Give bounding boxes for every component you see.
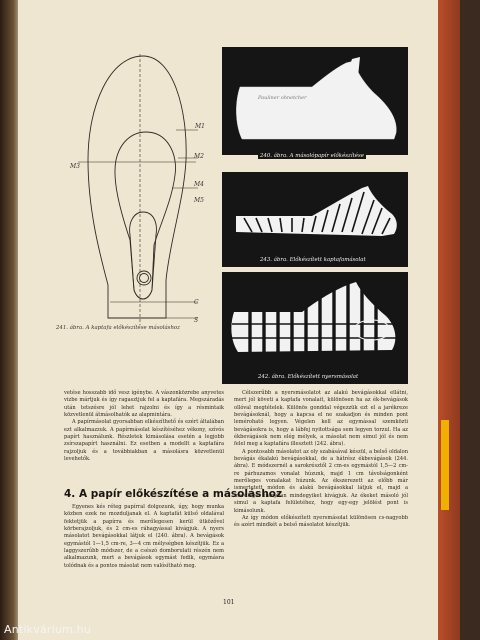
left-paragraph-1: vetése hosszabb idő vesz igénybe. A vászonközrebe anyvetes vizbe mártjuk és így ragasztjuk fel a kaptafára. Megszáradás után tetszésre jól lehet rajzolni és így a résmintaik közvetlenül átmásolhatók az alapmintára. xyxy=(64,390,224,419)
shoe-paper-shape xyxy=(222,47,408,155)
left-paragraph-2: A papírmásolat gyorsabban elkészíthető és ezért általában ezt alkalmazzuk. A papírmásolat készítéséhez vékony, szívós papírt használunk. Részletek kimásolása esetén a legjobb zsírszapapírt használni. Ez esetben a modellt a kaptafára rajzoljuk és a továbbiakban a másolásra közvetlenül levehetők. xyxy=(64,419,224,463)
label-m5: M5 xyxy=(194,197,204,204)
page-edge-band xyxy=(438,0,460,640)
raw-copy-photo xyxy=(222,272,408,384)
section-heading: 4. A papír előkészítése a másoláshoz xyxy=(64,488,283,500)
label-m4: M4 xyxy=(194,181,204,188)
label-m2: M2 xyxy=(194,153,204,160)
last-copy-photo xyxy=(222,172,408,267)
paper-prep-photo xyxy=(222,47,408,155)
label-m3: M3 xyxy=(70,163,80,170)
shoe-paper-handwriting: Pauliner ohnetcher xyxy=(258,95,307,101)
right-column-text xyxy=(234,390,408,530)
page-number: 101 xyxy=(223,599,235,606)
label-s: S xyxy=(194,317,199,324)
left-paragraph-3: Egyenes kés réteg papírral dolgozunk, úgy, hogy munka közben ezek ne mozduljanak el. A kaptafát külső oldalával fektetjük a papírra és merőlegesen kerül ütközővel körberajzoljuk, és 2 cm-es ráhagyással kivágjuk. A nyers másolatot bevágásokkal látjuk el (240. ábra). A bevágások egymástól 1—1,5 cm-re, 3—4 cm mélységben készítjük. Ez a laggyszerűbb módszer, de a csészó domborulati részén nem alkalmazunk, mert a bevágások egymást fedik, egymásra tolódnak és a pontos másolat nem valósítható meg. xyxy=(64,504,224,569)
right-paragraph-2: A pontosabb másolatot az oly szabásával készül, a belső oldalon bevágás ékalakú bevágásokkal, de a hátrész ékbevágások (244. ábra). E módszernél a sarokrésztől 2 cm-es egymástól 1,5—2 cm-re párhuzamos vonalat húzunk, majd 1 cm távolságonként merőleges vonalakat húzunk. Az ékszerezett az előbb már ismertetett módon és alakú bevágásokkal látjuk el, majd a merőleges irányban mindegyiket kivágjuk. Az ékeket másoló jól simul a kaptafa felületéhez, hogy egy-egy jelölést pont is kimásolunk. xyxy=(234,448,408,514)
slit-paper-copy xyxy=(222,172,408,267)
watermark: Antikvárium.hu xyxy=(4,623,91,636)
last-drawing-figure xyxy=(48,50,233,330)
right-paragraph-1: Célszerűbb a nyersmásolatot az alakú bevágásokkal ellátni, mert jól követi a kaptafa vonalait, különösen ha az ék-bevágások ollóval megtételek. Különös gonddal végezzük ezt el a jarékreze bevágásoknál, hogy a kapcsa el ne szakadjon és minden pont leméroható legyen. Végelen kell az egymással szemközti bevágásokra is, hogy a lábfej nyitottsága sem legyen torzul. Ha az ékbevágások nem elég mélyek, a másolat nem simul jól és nem felel meg a kaptafára illesztett (242. ábra). xyxy=(234,390,408,448)
figure-241-caption: 241. ábra. A kaptafa előkészítése másoláshoz xyxy=(56,325,181,331)
right-paragraph-3: Az így módon előkészített nyersmásolat különösen cs-nagyobb és azért mindkét a belső másolatot készítjük. xyxy=(234,514,408,529)
figure-240-caption: 240. ábra. A másolópapír előkészítése xyxy=(260,153,364,159)
figure-242-caption: 242. ábra. Előkészített nyersmásolat xyxy=(258,374,359,380)
grid-cut-paper-copy xyxy=(222,272,408,384)
left-column-text-2 xyxy=(64,504,224,570)
edge-stripe xyxy=(441,420,449,510)
book-page xyxy=(18,0,460,640)
label-c: C xyxy=(194,299,199,306)
label-m1: M1 xyxy=(195,123,205,130)
figure-243-caption: 243. ábra. Előkészített kaptafamásolat xyxy=(260,257,366,263)
left-column-text xyxy=(64,390,224,463)
